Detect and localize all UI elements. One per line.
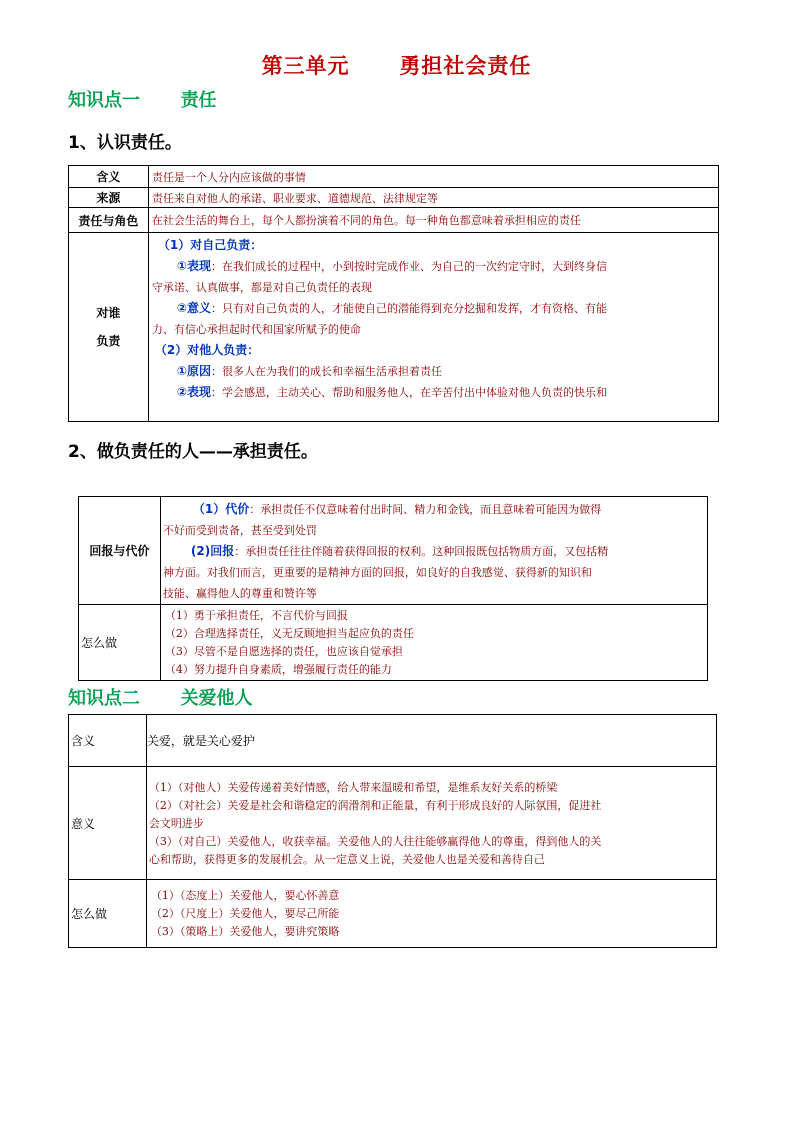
row-label: 含义	[69, 166, 149, 188]
key-term: ②意义	[176, 301, 212, 315]
para-heading: （2）对他人负责：	[154, 343, 260, 357]
para-line	[163, 499, 705, 520]
section-1-topic: 责任	[180, 90, 217, 111]
table-row	[69, 188, 719, 208]
list-item: （2）（对社会）关爱是社会和谐稳定的润滑剂和正能量，有利于形成良好的人际氛围，促进社	[148, 799, 602, 812]
row-text: 责任是一个人分内应该做的事情	[148, 166, 718, 188]
para-line: 神方面。对我们而言，更重要的是精神方面的回报，如良好的自我感觉、获得新的知识和	[162, 566, 592, 579]
list-item: （4）努力提升自身素质，增强履行责任的能力	[164, 662, 392, 676]
list-item: 会文明进步	[148, 817, 204, 830]
list-item: （2）合理选择责任，义无反顾地担当起应负的责任	[164, 626, 414, 640]
para-line	[152, 298, 715, 319]
table-row	[79, 497, 708, 605]
row-label: 意义	[69, 767, 147, 880]
caring-table	[68, 714, 717, 948]
section-1-heading	[68, 86, 217, 112]
row-label	[69, 233, 149, 422]
list-item: （3）（策略上）关爱他人，要讲究策略	[150, 924, 340, 938]
responsibility-table	[68, 165, 719, 422]
para-line	[163, 541, 705, 562]
list-item: （3）（对自己）关爱他人，收获幸福。关爱他人的人往往能够赢得他人的尊重，得到他人的关	[148, 835, 602, 848]
section-1-label: 知识点一	[68, 90, 140, 111]
bearing-responsibility-table	[78, 496, 708, 681]
key-term: (2)回报	[190, 544, 235, 558]
table-row	[69, 208, 719, 233]
table-row	[69, 233, 719, 422]
row-label: 回报与代价	[79, 497, 161, 605]
para-line: 不好而受到责备，甚至受到处罚	[162, 524, 317, 537]
row-label: 怎么做	[79, 605, 161, 681]
para-line: 守承诺、认真做事，都是对自己负责任的表现	[151, 281, 372, 294]
row-label: 含义	[69, 715, 147, 767]
section-2-label: 知识点二	[68, 688, 140, 709]
key-term: ②表现	[176, 385, 212, 399]
para-text: ：承担责任不仅意味着付出时间、精力和金钱，而且意味着可能因为做得	[249, 503, 602, 516]
row-text: 关爱，就是关心爱护	[146, 715, 716, 767]
para-text: ：学会感恩，主动关心、帮助和服务他人，在辛苦付出中体验对他人负责的快乐和	[211, 386, 608, 399]
row-label: 怎么做	[69, 880, 147, 948]
row-content	[146, 767, 716, 880]
table-row	[69, 880, 717, 948]
page-title: 第三单元 勇担社会责任	[261, 54, 532, 78]
section-2-topic: 关爱他人	[180, 688, 253, 709]
list-item: （1）（对他人）关爱传递着美好情感，给人带来温暖和希望，是维系友好关系的桥梁	[148, 781, 558, 794]
key-term: ①表现	[176, 259, 212, 273]
para-heading: （1）对自己负责：	[157, 238, 263, 252]
para-line	[152, 361, 715, 382]
key-term: ①原因	[176, 364, 212, 378]
table-row	[69, 715, 717, 767]
row-content	[146, 880, 716, 948]
table-row	[79, 605, 708, 681]
subheading-2: 2、做负责任的人——承担责任。	[68, 442, 318, 462]
list-item: （1）勇于承担责任，不言代价与回报	[164, 608, 348, 622]
para-line: 技能、赢得他人的尊重和赞许等	[162, 587, 317, 600]
para-text: ：承担责任往往伴随着获得回报的权利。这种回报既包括物质方面，又包括精	[234, 545, 609, 558]
row-content	[160, 605, 707, 681]
list-item: （1）（态度上）关爱他人，要心怀善意	[150, 888, 340, 902]
list-item: （3）尽管不是自愿选择的责任，也应该自觉承担	[164, 644, 403, 658]
row-text: 责任来自对他人的承诺、职业要求、道德规范、法律规定等	[148, 188, 718, 208]
row-label-line-2: 负责	[96, 334, 121, 348]
para-text: ：在我们成长的过程中，小到按时完成作业、为自己的一次约定守时，大到终身信	[211, 260, 608, 273]
para-line	[152, 382, 715, 403]
row-label-line-1: 对谁	[96, 306, 121, 320]
list-item: （2）（尺度上）关爱他人，要尽己所能	[150, 906, 340, 920]
para-text: ：很多人在为我们的成长和幸福生活承担着责任	[211, 365, 443, 378]
row-content	[148, 233, 718, 422]
table-row	[69, 767, 717, 880]
table-row	[69, 166, 719, 188]
para-line: 力、有信心承担起时代和国家所赋予的使命	[151, 323, 361, 336]
row-content	[160, 497, 707, 605]
row-text: 在社会生活的舞台上，每个人都扮演着不同的角色。每一种角色都意味着承担相应的责任	[148, 208, 718, 233]
subheading-1: 1、认识责任。	[68, 133, 182, 153]
key-term: （1）代价	[192, 502, 250, 516]
row-label: 责任与角色	[69, 208, 149, 233]
list-item: 心和帮助，获得更多的发展机会。从一定意义上说，关爱他人也是关爱和善待自己	[148, 853, 545, 866]
para-text: ：只有对自己负责的人，才能使自己的潜能得到充分挖掘和发挥，才有资格、有能	[211, 302, 608, 315]
section-2-heading	[68, 684, 253, 710]
row-label: 来源	[69, 188, 149, 208]
para-line	[152, 256, 715, 277]
